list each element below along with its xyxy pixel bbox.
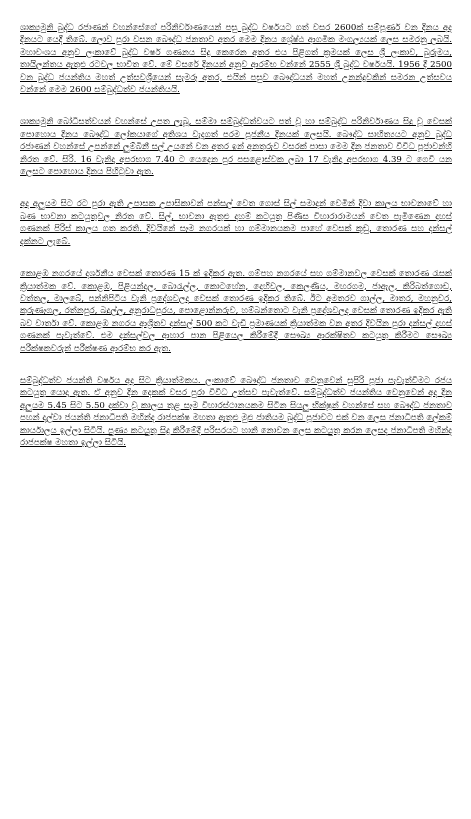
paragraph-5: සම්බුද්ධත්ව ජයන්ති වර්ෂය අද සිට ක්‍රියාත්මකය. ලංකාවේ බෞද්ධ ජනතාව වෙනුවෙන් සුපිරි පූජා පැවැත්වීමට රජය කටයුතු යොදා ඇත. ඒ අනුව දින දෙකක් වසර පුරා විවිධ උත්සව පැවැත්වේ. සම්බුද්ධත්ව ජයන්තිය වෙනුවෙන් අද දින අලුයම 5.45 සිට 5.50 දක්වා වූ කාලය තුළ සෑම විහාරස්ථානයකම සිටින සියලු භික්ෂූන් වහන්සේ සහ බෞද්ධ ජනතාව පහන් දල්වා ජයන්ති ජනාධිපති මහින්ද රාජපක්ෂ මහතා ඇතුළු මුළු ජාතියම බුද්ධ පූජාවට එක් වන ලෙස ජනාධිපති ලේකම් කාර්යාලය ඉල්ලා සිටියි. පුණ්‍ය කටයුතු සිදු කිරීමේදී පරිසරයට හානි නොවන ලෙස කටයුතු කරන ලෙසද ජනාධිපති මහින්ද රාජපක්ෂ මහතා ඉල්ලා සිටියි.	[20, 375, 452, 448]
paragraph-1: ශාක්‍යමුනි බුද්ධ රජාණන් වහන්සේගේ පරිනිර්වාණයෙන් පසු බුද්ධ වර්ෂයට ගත් වසර 2600ක් සම්පූර්ණ වන දිනය අද දිනයට යෙදී තිබේ. ලොව පුරා වසන බෞද්ධ ජනතාව අතර මෙම දිනය ශ්‍රේෂ්ඨ ආගමික මංගල්‍යයක් ලෙස සමරනු ලබයි. මහාවංශය අනුව ලංකාවේ බුද්ධ වර්ෂ ගණනය සිදු කෙරෙන අතර එය පිළිගත් ක්‍රමයක් ලෙස ශ්‍රී ලංකාව, බුරුමය, තායිලන්තය ඇතුළු රටවල භාවිත වේ. මේ වසරේ දිනයන් අනුව ආරම්භ වන්නේ 2555 ශ්‍රී බුද්ධ වර්ෂයයි. 1956 දී 2500 වන බුද්ධ ජයන්තිය මහත් උත්සවශ්‍රීයෙන් සැමරූ අතර, එයින් පසුව බෞද්ධයන් මහත් උනන්දුවකින් සමරන උත්සවය වන්නේ මෙම 2600 සම්බුද්ධත්ව ජයන්තියයි.	[20, 23, 452, 96]
paragraph-3: අද අලුයම සිට රට පුරා ඇති උපාසක උපාසිකාවන් පන්සල් වෙත ගොස් සිල් සමාදන් වෙමින් දිවා කාලය භාවනාවේ හා බණ භාවනා කටයුතුවල නිරත වේ. සිල්, භාවනා ඇතුළු දහම් කටයුතු පිණිස විහාරාරාමයන් වෙත පැමිණෙන දහස් ගණනක් පිරිස් කාලය ගත කරති. දිවයිනේ සෑම නගරයක් හා ගම්මානයකම පාහේ වෙසක් කූඩු, තොරණ සහ දන්සල් දක්නට ලැබේ.	[20, 199, 452, 247]
document-body	[20, 22, 452, 449]
paragraph-2: ශාක්‍යමුනි බෝධිසත්වයන් වහන්සේ උපත ලැබූ, සම්මා සම්බුද්ධත්වයට පත් වූ හා සම්බුද්ධ පරිනිර්වාණය සිදු වූ වෙසක් පොහොය දිනය බෞද්ධ ලෝකයාගේ අතිශය වැදගත් පරම පූජනීය දිනයක් ලෙසයි. බෞද්ධ සාහිත්‍යයට අනුව බුද්ධ රජාණන් වහන්සේ උපන්නේ ලුම්බිනී සල් උයනේ වන අතර ඉන් අනතුරුව වසරක් පාසා මෙම දින ජනතාව විවිධ පූජාවන්හි නිරත වේ. සිරි. 16 වැනිදා අපරභාග 7.40 ට යෙදෙන පුර පසළොස්වක ලබා 17 වැනිදා අපරභාග 4.39 ට ගෙවී යන ලෙසට පොහොය දිනය පිහිටුවා ඇත.	[20, 117, 452, 178]
paragraph-4: කොළඹ නගරයේ දර්ශනීය වෙසක් තොරණ 15 ක් ඉදිකර ඇත. ගම්පහ නගරයේ සහ ගම්මානවල වෙසක් තොරණ රැසක් ක්‍රියාත්මක වේ. කොළඹ, පිළියන්දල, බොරැල්ල, කොටහේන, දෙහිවල, කෙලණිය, මහරගම, ජාඇල, කිරිබත්ගොඩ, වත්තල, මාලබේ, පන්නිපිටිය වැනි ප්‍රදේශවලද වෙසක් තොරණ ඉදිකර තිබේ. ඊට අමතරව ගාල්ල, මාතර, මහනුවර, කුරුණෑගල, රත්නපුර, බදුල්ල, අනුරාධපුරය, පොළොන්නරුව, හම්බන්තොට වැනි ප්‍රදේශවලද වෙසක් තොරණ ඉදිකර ඇති බව වාර්තා වේ. කොළඹ නගරය ආශ්‍රිතව දන්සල් 500 කට වැඩි ප්‍රමාණයක් ක්‍රියාත්මක වන අතර දිවයින පුරා දන්සල් දහස් ගණනක් පැවැත්වේ. එම දන්සල්වල ආහාර පාන පිළියෙල කිරීමේදී සෞඛ්‍ය ආරක්ෂිතව කටයුතු කිරීමට සෞඛ්‍ය පරීක්ෂකවරුන් පරීක්ෂණ ආරම්භ කර ඇත.	[20, 269, 452, 354]
